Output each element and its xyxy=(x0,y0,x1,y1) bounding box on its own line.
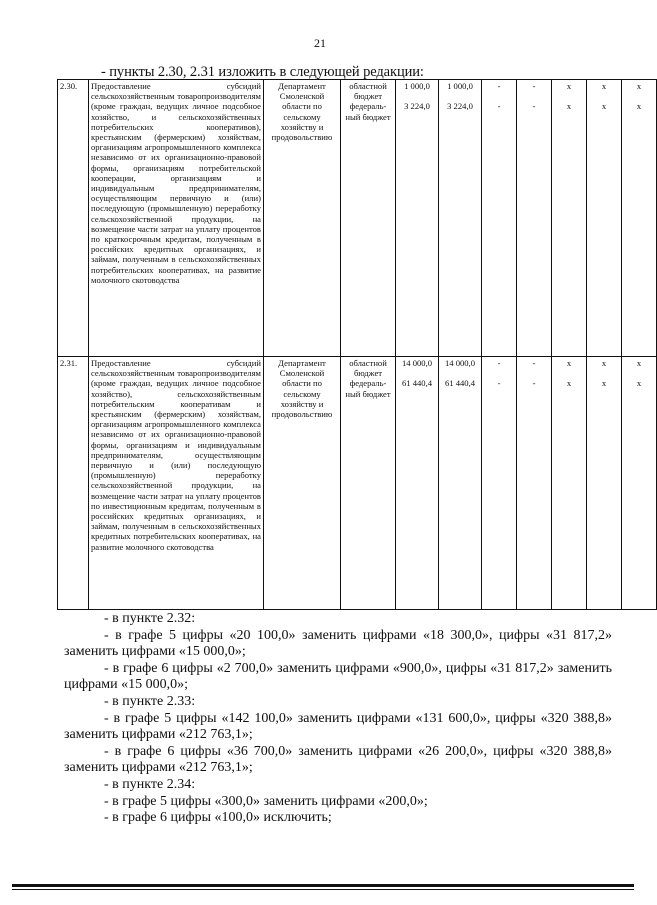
amendment-item: - в графе 6 цифры «100,0» исключить; xyxy=(104,810,332,826)
year-volume xyxy=(439,357,482,610)
cell xyxy=(587,357,622,610)
value: 1 000,0 xyxy=(404,81,430,91)
amendment-item: - в графе 6 цифры «36 700,0» заменить цифрами «26 200,0», цифры «320 388,8» заменить цифрами «212 763,1»; xyxy=(64,743,612,776)
funding-source xyxy=(341,357,396,610)
value: х xyxy=(601,81,607,91)
cell xyxy=(482,80,517,357)
amendment-item: - в графе 5 цифры «20 100,0» заменить цифрами «18 300,0», цифры «31 817,2» заменить цифрами «15 000,0»; xyxy=(64,627,612,660)
source-regional: областной бюджет xyxy=(349,358,387,379)
table-row xyxy=(58,357,657,610)
value: х xyxy=(566,358,572,368)
measure-name: Предоставление субсидий сельскохозяйственным товаропроизводителям (кроме граждан, ведущих личное подсобное хозяйство), сельскохозяйственным потребительским кооперативам и крестьянским (фермерским) хозяйствам, организациям агропромышленного комплекса независимо от их организационно-правовой формы, организациям и индивидуальным предпринимателям, осуществляющим первичную и (или) последующую (промышленную) переработку сельскохозяйственной продукции, на возмещение части затрат на уплату процентов по инвестиционным кредитам, полученным в российских кредитных организациях, и займам, полученным в сельскохозяйственных кредитных потребительских кооперативах, на развитие молочного скотоводства xyxy=(89,357,264,610)
amendment-item: - в графе 5 цифры «142 100,0» заменить цифрами «131 600,0», цифры «320 388,8» заменить цифрами «212 763,1»; xyxy=(64,710,612,743)
value: 14 000,0 xyxy=(444,358,476,368)
value: - xyxy=(497,81,501,91)
value: 3 224,0 xyxy=(447,101,473,112)
value: - xyxy=(532,378,536,389)
total-volume xyxy=(396,357,439,610)
value: 3 224,0 xyxy=(404,101,430,112)
value: - xyxy=(497,378,501,389)
value: х xyxy=(566,378,572,389)
source-regional: областной бюджет xyxy=(349,81,387,102)
amendment-item: - в графе 6 цифры «2 700,0» заменить цифрами «900,0», цифры «31 817,2» заменить цифрами «15 000,0»; xyxy=(64,660,612,693)
source-federal: федераль-ный бюджет xyxy=(345,101,391,122)
cell xyxy=(517,357,552,610)
value: х xyxy=(601,378,607,389)
cell xyxy=(482,357,517,610)
amendments xyxy=(64,611,612,827)
value: х xyxy=(566,101,572,112)
executor: Департамент Смоленской области по сельскому хозяйству и продовольствию xyxy=(264,80,341,357)
bottom-rule-thin xyxy=(12,889,634,890)
executor: Департамент Смоленской области по сельскому хозяйству и продовольствию xyxy=(264,357,341,610)
value: 14 000,0 xyxy=(401,358,433,368)
cell xyxy=(517,80,552,357)
year-volume xyxy=(439,80,482,357)
amendment-item: - в графе 5 цифры «300,0» заменить цифрами «200,0»; xyxy=(104,793,428,809)
value: х xyxy=(601,101,607,112)
cell xyxy=(622,80,657,357)
total-volume xyxy=(396,80,439,357)
value: - xyxy=(532,358,536,368)
value: х xyxy=(566,81,572,91)
value: х xyxy=(636,378,642,389)
value: х xyxy=(636,358,642,368)
value: 1 000,0 xyxy=(447,81,473,91)
program-table xyxy=(57,79,657,610)
value: х xyxy=(636,101,642,112)
cell xyxy=(552,357,587,610)
value: х xyxy=(636,81,642,91)
value: - xyxy=(532,101,536,112)
page-number: 21 xyxy=(314,36,326,50)
cell xyxy=(587,80,622,357)
amendment-heading: - в пункте 2.33: xyxy=(104,693,196,709)
table-row xyxy=(58,80,657,357)
value: 61 440,4 xyxy=(401,378,433,389)
amendment-heading: - в пункте 2.34: xyxy=(104,776,196,792)
value: - xyxy=(497,358,501,368)
bottom-rule xyxy=(12,884,634,887)
value: х xyxy=(601,358,607,368)
value: - xyxy=(532,81,536,91)
row-number: 2.30. xyxy=(58,80,89,357)
value: 61 440,4 xyxy=(444,378,476,389)
funding-source xyxy=(341,80,396,357)
value: - xyxy=(497,101,501,112)
measure-name: Предоставление субсидий сельскохозяйственным товаропроизводителям (кроме граждан, ведущих личное подсобное хозяйство, и сельскохозяйственных потребительских кооперативов), крестьянским (фермерским) хозяйствам, организациям агропромышленного комплекса независимо от их организационно-правовой формы, организациям потребительской кооперации, организациям и индивидуальным предпринимателям, осуществляющим первичную и (или) последующую (промышленную) переработку сельскохозяйственной продукции, на возмещение части затрат на уплату процентов по краткосрочным кредитам, полученным в российских кредитных организациях, и займам, полученным в сельскохозяйственных потребительских кооперативах, на развитие молочного скотоводства xyxy=(89,80,264,357)
amendment-heading: - в пункте 2.32: xyxy=(104,611,196,626)
row-number: 2.31. xyxy=(58,357,89,610)
intro-line: - пункты 2.30, 2.31 изложить в следующей редакции: xyxy=(101,64,424,80)
cell xyxy=(622,357,657,610)
cell xyxy=(552,80,587,357)
source-federal: федераль-ный бюджет xyxy=(345,378,391,399)
